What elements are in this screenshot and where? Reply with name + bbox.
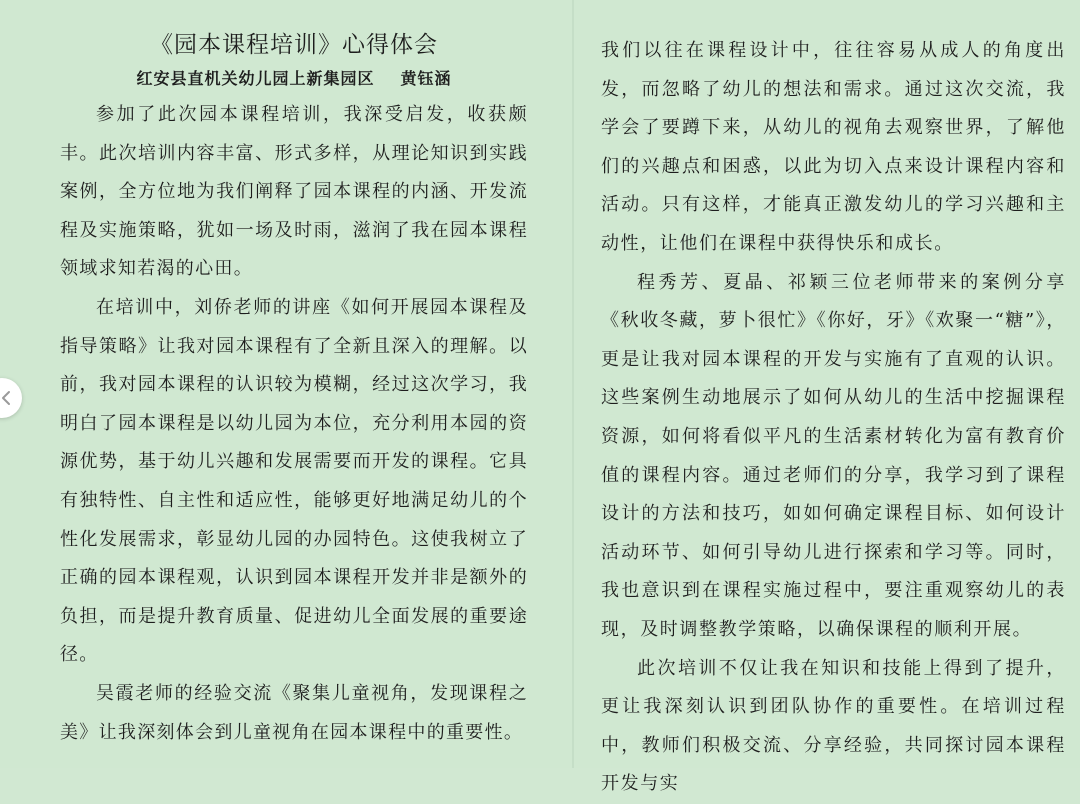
paragraph: 程秀芳、夏晶、祁颖三位老师带来的案例分享《秋收冬藏，萝卜很忙》《你好，牙》《欢聚一“糖”》，更是让我对园本课程的开发与实施有了直观的认识。这些案例生动地展示了如何从幼儿的生活中挖掘课程资源，如何将看似平凡的生活素材转化为富有教育价值的课程内容。通过老师们的分享，我学习到了课程设计的方法和技巧，如如何确定课程目标、如何设计活动环节、如何引导幼儿进行探索和学习等。同时，我也意识到在课程实施过程中，要注重观察幼儿的表现，及时调整教学策略，以确保课程的顺利开展。 [601,271,1067,640]
paragraph: 在培训中，刘侨老师的讲座《如何开展园本课程及指导策略》让我对园本课程有了全新且深入的理解。以前，我对园本课程的认识较为模糊，经过这次学习，我明白了园本课程是以幼儿园为本位，充分利用本园的资源优势，基于幼儿兴趣和发展需要而开发的课程。它具有独特性、自主性和适应性，能够更好地满足幼儿的个性化发展需求，彰显幼儿园的办园特色。这使我树立了正确的园本课程观，认识到园本课程开发并非是额外的负担，而是提升教育质量、促进幼儿全面发展的重要途径。 [60,296,528,666]
article-title: 《园本课程培训》心得体会 [150,32,438,58]
byline-author: 黄钰涵 [400,69,452,88]
byline [60,68,528,90]
chevron-left-icon [0,390,12,406]
paragraph: 参加了此次园本课程培训，我深受启发，收获颇丰。此次培训内容丰富、形式多样，从理论知识到实践案例，全方位地为我们阐释了园本课程的内涵、开发流程及实施策略，犹如一场及时雨，滋润了我在园本课程领域求知若渴的心田。 [60,104,528,280]
paragraph: 此次培训不仅让我在知识和技能上得到了提升，更让我深刻认识到团队协作的重要性。在培训过程中，教师们积极交流、分享经验，共同探讨园本课程开发与实 [601,657,1066,795]
right-page [574,0,1080,795]
paragraph: 吴霞老师的经验交流《聚集儿童视角，发现课程之美》让我深刻体会到儿童视角在园本课程中的重要性。 [60,682,528,743]
byline-organization: 红安县直机关幼儿园上新集园区 [136,69,375,88]
paragraph-continued: 我们以往在课程设计中，往往容易从成人的角度出发，而忽略了幼儿的想法和需求。通过这次交流，我学会了要蹲下来，从幼儿的视角去观察世界，了解他们的兴趣点和困惑，以此为切入点来设计课程内容和活动。只有这样，才能真正激发幼儿的学习兴趣和主动性，让他们在课程中获得快乐和成长。 [601,40,1066,254]
